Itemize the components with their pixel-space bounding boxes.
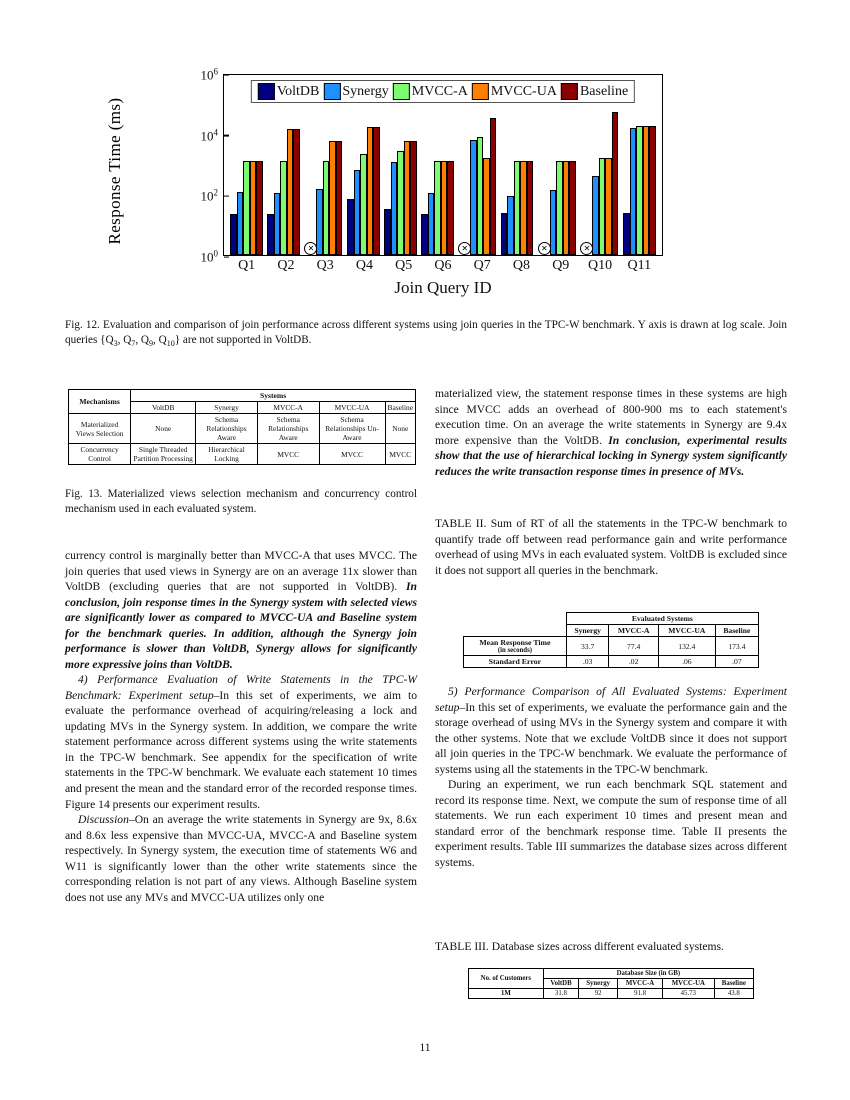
table2-col-synergy: Synergy (566, 625, 609, 637)
x-tick-q4: Q4 (355, 258, 373, 273)
x-tick-q5: Q5 (395, 258, 413, 273)
table-2-caption: TABLE II. Sum of RT of all the statements in the TPC-W benchmark to quantify trade off between read performance gain and write performance overhead of using MVs in each evaluated system. VoltDB is excluded since it does not support all queries in the benchmark. (435, 517, 787, 577)
table2-cell: .02 (609, 656, 658, 668)
table2-col-baseline: Baseline (715, 625, 758, 637)
table2-cell: .06 (658, 656, 715, 668)
table3-row (469, 989, 754, 999)
fig13-cell: Schema Relationships Aware (196, 414, 258, 444)
left-column-text (65, 548, 417, 905)
y-tick-10e4: $10^4$ (201, 127, 225, 144)
fig13-cell: MVCC (385, 444, 415, 465)
legend-swatch-baseline (561, 83, 578, 100)
fig13-system-synergy: Synergy (196, 402, 258, 414)
legend-label-mvcc-ua: MVCC-UA (490, 83, 557, 99)
x-tick-q8: Q8 (512, 258, 531, 273)
right-column-text-bottom (435, 684, 787, 870)
table2-cell: 173.4 (715, 637, 758, 656)
bar-chart (105, 58, 675, 297)
legend-item-baseline (561, 83, 628, 100)
paragraph-mvcc-overhead: materialized view, the statement response times in these systems are high since MVCC adds an overhead of 800-900 ms to each statement's execution time. On an average the write statements in Synergy are 9.4x more expensive than the VoltDB. In conclusion, experimental results show that the use of hierarchical locking in Synergy system significantly reduces the write transaction response times in presence of MVs. (435, 387, 787, 478)
table2-row (464, 656, 759, 668)
table3-cell: 43.8 (714, 989, 753, 999)
figure-13-caption: Fig. 13. Materialized views selection mechanism and concurrency control mechanism used in each evaluated system. (65, 488, 417, 515)
paragraph-experiment-runs: During an experiment, we run each benchmark SQL statement and record its response time. Next, we compute the sum of response time of all statements. We run each experiment 10 times and present mean and standard error of the benchmark response time. Table II presents the experiment results. Table III summarizes the database sizes across different systems. (435, 778, 787, 869)
fig13-cell: None (385, 414, 415, 444)
x-tick-q10: Q10 (587, 258, 613, 273)
legend-item-mvcc-ua (472, 83, 557, 100)
legend-swatch-synergy (323, 83, 340, 100)
table3-col-voltdb: VoltDB (543, 979, 578, 989)
paragraph-discussion: Discussion–On an average the write statements in Synergy are 9x, 8.6x and 8.6x less expensive than MVCC-UA, MVCC-A and Baseline system respectively. In Synergy system, the execution time of statements W6 and W11 is significantly lower than the other write statements since the corresponding relation is not part of any views. Although Baseline system does not use any MVs and MVCC-UA utilizes only one (65, 813, 417, 904)
y-tick-10e2: $10^2$ (201, 188, 225, 205)
figure-13-table (68, 389, 416, 465)
x-tick-q9: Q9 (552, 258, 570, 273)
unsupported-marker-icon: ✕ (304, 242, 317, 255)
fig13-system-voltdb: VoltDB (131, 402, 196, 414)
table2-header-group: Evaluated Systems (566, 613, 758, 625)
table2-row-label: Mean Response Time (in seconds) (464, 637, 567, 656)
x-tick-q11: Q11 (627, 258, 652, 273)
table3-col-mvcc-a: MVCC-A (618, 979, 663, 989)
table-2 (463, 612, 759, 668)
x-axis-ticks (223, 258, 663, 274)
table3-cell: 31.8 (543, 989, 578, 999)
x-tick-q2: Q2 (277, 258, 295, 273)
unsupported-marker-icon: ✕ (580, 242, 593, 255)
fig13-row (69, 414, 416, 444)
table3-header-group: Database Size (in GB) (543, 969, 753, 979)
legend-item-mvcc-a (393, 83, 468, 100)
paragraph-write-eval: 4) Performance Evaluation of Write Statements in the TPC-W Benchmark: Experiment setup–In this set of experiments, we aim to evaluate the performance overhead of acquiring/releasing a lock and updating MVs in the Synergy system. In addition, we compare the write statement performance across different systems using the write statements in the TPC-W benchmark. See appendix for the specification of write statements in the TPC-W benchmark. We evaluate each statement 10 times and present the mean and the standard error of the recorded response times. Figure 14 presents our experiment results. (65, 673, 417, 811)
x-tick-q1: Q1 (238, 258, 256, 273)
bar-q6-baseline (447, 161, 454, 255)
bar-q4-baseline (373, 127, 380, 255)
table2-cell: 132.4 (658, 637, 715, 656)
table2-col-mvcc-a: MVCC-A (609, 625, 658, 637)
unsupported-marker-icon: ✕ (538, 242, 551, 255)
table-3-caption: TABLE III. Database sizes across different evaluated systems. (435, 940, 724, 953)
bar-q9-baseline (569, 161, 576, 255)
x-tick-q3: Q3 (316, 258, 334, 273)
table2-cell: 77.4 (609, 637, 658, 656)
fig13-system-baseline: Baseline (385, 402, 415, 414)
table-3 (468, 968, 754, 999)
legend-item-synergy (323, 83, 388, 100)
table3-col-baseline: Baseline (714, 979, 753, 989)
fig13-cell: Single Threaded Partition Processing (131, 444, 196, 465)
fig13-cell: MVCC (319, 444, 385, 465)
legend-label-voltdb: VoltDB (276, 83, 320, 99)
table3-header-customers: No. of Customers (469, 969, 544, 989)
table3-cell: 92 (579, 989, 618, 999)
table2-cell: .07 (715, 656, 758, 668)
bar-q10-baseline (612, 112, 619, 255)
fig13-row-label: Materialized Views Selection (69, 414, 131, 444)
figure-12 (0, 58, 850, 297)
table2-cell: .03 (566, 656, 609, 668)
y-tick-10e0: $10^0$ (201, 248, 225, 265)
fig13-header-mechanisms: Mechanisms (69, 390, 131, 414)
bar-q5-baseline (410, 141, 417, 255)
fig13-cell: Hierarchical Locking (196, 444, 258, 465)
x-tick-q7: Q7 (473, 258, 491, 273)
plot-frame (200, 66, 663, 265)
table3-col-synergy: Synergy (579, 979, 618, 989)
fig13-cell: Schema Relationships Un-Aware (319, 414, 385, 444)
fig13-header-systems: Systems (131, 390, 416, 402)
x-axis-label: Join Query ID (394, 278, 492, 297)
figure-12-caption (65, 318, 787, 350)
unsupported-marker-icon: ✕ (458, 242, 471, 255)
fig13-cell: None (131, 414, 196, 444)
bar-q11-baseline (649, 126, 656, 255)
right-column-text-top (435, 386, 787, 479)
legend-label-baseline: Baseline (579, 83, 629, 99)
table2-cell: 33.7 (566, 637, 609, 656)
chart-legend (251, 80, 635, 103)
y-tick-10e6: $10^6$ (201, 66, 225, 83)
table3-row-label: 1M (469, 989, 544, 999)
bar-q8-baseline (527, 161, 534, 255)
y-axis-label: Response Time (ms) (105, 97, 124, 244)
figure-12-caption-line1: Fig. 12. Evaluation and comparison of join performance across different systems using join queries in the TPC-W benchmark. (65, 319, 636, 331)
legend-swatch-mvcc-a (393, 83, 410, 100)
bar-q2-baseline (293, 129, 300, 255)
table3-col-mvcc-ua: MVCC-UA (663, 979, 715, 989)
fig13-row (69, 444, 416, 465)
bar-q7-baseline (490, 118, 497, 255)
page-number: 11 (419, 1042, 431, 1054)
table2-row (464, 637, 759, 656)
table3-cell: 91.8 (618, 989, 663, 999)
table2-col-mvcc-ua: MVCC-UA (658, 625, 715, 637)
x-tick-q6: Q6 (434, 258, 452, 273)
legend-item-voltdb (258, 83, 320, 100)
bar-q1-baseline (256, 161, 263, 255)
table3-cell: 45.73 (663, 989, 715, 999)
paragraph-join-conclusion: currency control is marginally better than MVCC-A that uses MVCC. The join queries that used views in Synergy are on an average 11x slower than VoltDB (excluding queries that are not supported in VoltDB). In conclusion, join response times in the Synergy system with selected views are significantly lower as compared to MVCC-UA and Baseline system for the benchmark queries. In addition, although the Synergy join performance is slower than VoltDB, Synergy allows for significantly more expressive joins than VoltDB. (65, 549, 417, 671)
legend-swatch-mvcc-ua (472, 83, 489, 100)
legend-label-mvcc-a: MVCC-A (411, 83, 468, 99)
paragraph-perf-comparison: 5) Performance Comparison of All Evaluated Systems: Experiment setup–In this set of experiments, we evaluate the performance gain and the storage overhead of using MVs in the Synergy system and compare it with the other systems. Note that we exclude VoltDB since it does not support all join queries in the TPC-W benchmark. We evaluate the performance of systems using all the statements in the TPC-W benchmark. (435, 685, 787, 776)
fig13-system-mvcc-ua: MVCC-UA (319, 402, 385, 414)
fig13-cell: Schema Relationships Aware (257, 414, 319, 444)
fig13-row-label: Concurrency Control (69, 444, 131, 465)
legend-label-synergy: Synergy (342, 83, 389, 99)
figure-12-caption-line2: Y axis is drawn at log scale. Join queries {$Q_3$, $Q_7$, $Q_9$, $Q_{10}$} are not supported in VoltDB. (65, 319, 788, 349)
bar-q3-baseline (336, 141, 343, 255)
fig13-cell: MVCC (257, 444, 319, 465)
fig13-system-mvcc-a: MVCC-A (257, 402, 319, 414)
legend-swatch-voltdb (258, 83, 275, 100)
table2-row-label: Standard Error (464, 656, 567, 668)
